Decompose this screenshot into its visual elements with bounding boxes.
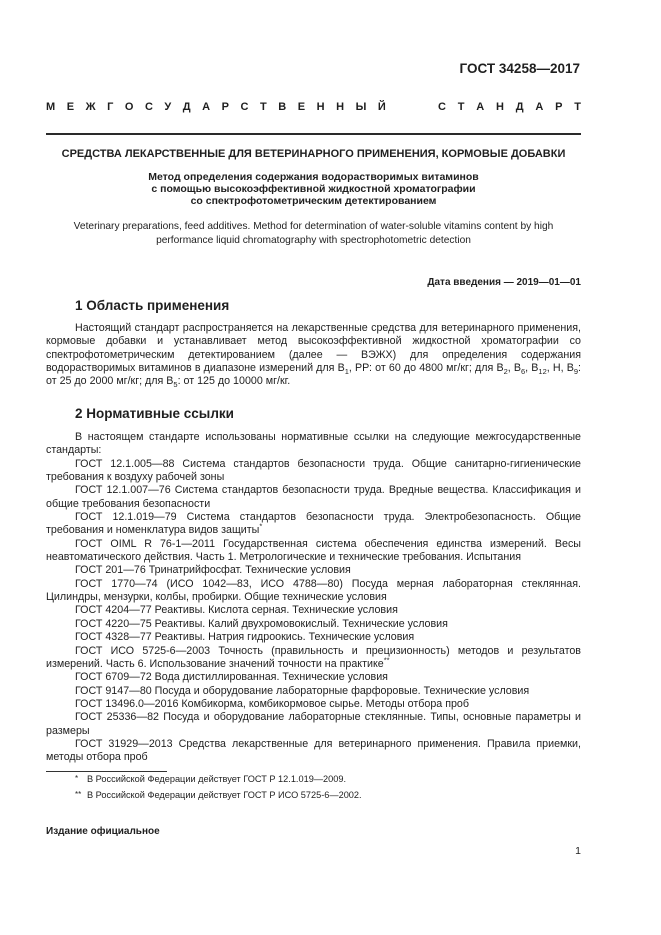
footnote-mark: * (75, 774, 79, 783)
document-subtitle (60, 171, 567, 207)
references-intro: В настоящем стандарте использованы нормативные ссылки на следующие межгосударственные стандарты: (46, 431, 581, 457)
standard-word: С Т А Н Д А Р Т (438, 101, 581, 113)
reference-item: ГОСТ OIML R 76-1—2011 Государственная система обеспечения единства измерений. Весы неавтоматического действия. Часть 1. Метрологические и технические требования. Испытания (46, 537, 581, 564)
footnote-mark: ** (75, 790, 82, 799)
section-1-heading: 1 Область применения (75, 298, 230, 313)
references-list (46, 458, 581, 765)
reference-item: ГОСТ 12.1.005—88 Система стандартов безопасности труда. Общие санитарно-гигиенические требования к воздуху рабочей зоны (46, 457, 581, 484)
section-2-body (46, 431, 581, 765)
footnote-ref-mark: * (259, 521, 263, 531)
reference-item: ГОСТ 4328—77 Реактивы. Натрия гидроокись. Технические условия (75, 631, 415, 644)
interstate-word: М Е Ж Г О С У Д А Р С Т В Е Н Н Ы Й (46, 101, 386, 113)
footnote (75, 790, 362, 800)
reference-item: ГОСТ 4204—77 Реактивы. Кислота серная. Технические условия (75, 604, 398, 617)
section-2-heading: 2 Нормативные ссылки (75, 406, 234, 421)
reference-item: ГОСТ 12.1.019—79 Система стандартов безопасности труда. Электробезопасность. Общие требования и номенклатура видов защиты* (46, 511, 581, 537)
footnote-text: В Российской Федерации действует ГОСТ Р 12.1.019—2009. (87, 774, 346, 784)
introduction-date: Дата введения — 2019—01—01 (427, 277, 581, 288)
subtitle-line: Метод определения содержания водорастворимых витаминов (148, 171, 479, 183)
reference-item: ГОСТ 9147—80 Посуда и оборудование лабораторные фарфоровые. Технические условия (75, 684, 530, 697)
footnote-text: В Российской Федерации действует ГОСТ Р ИСО 5725-6—2002. (87, 790, 362, 800)
document-title: СРЕДСТВА ЛЕКАРСТВЕННЫЕ ДЛЯ ВЕТЕРИНАРНОГО ПРИМЕНЕНИЯ, КОРМОВЫЕ ДОБАВКИ (61, 148, 566, 160)
reference-item: ГОСТ 1770—74 (ИСО 1042—83, ИСО 4788—80) Посуда мерная лабораторная стеклянная. Цилиндры, мензурки, колбы, пробирки. Общие технические условия (46, 577, 581, 604)
english-title: Veterinary preparations, feed additives. Method for determination of water-soluble vitamins content by high performance liquid chromatography with spectrophotometric detection (73, 221, 554, 246)
header-rule (46, 133, 581, 135)
subtitle-line: с помощью высокоэффективной жидкостной хроматографии (151, 183, 476, 195)
reference-item: ГОСТ ИСО 5725-6—2003 Точность (правильность и прецизионность) методов и результатов измерений. Часть 6. Использование значений точности на практике** (46, 644, 581, 670)
document-code: ГОСТ 34258—2017 (459, 61, 580, 76)
page-number: 1 (575, 845, 581, 857)
reference-item: ГОСТ 6709—72 Вода дистиллированная. Технические условия (75, 671, 388, 684)
reference-item: ГОСТ 13496.0—2016 Комбикорма, комбикормовое сырье. Методы отбора проб (75, 697, 470, 710)
subtitle-line: со спектрофотометрическим детектированием (190, 195, 437, 207)
reference-item: ГОСТ 201—76 Тринатрийфосфат. Технические условия (75, 564, 351, 577)
reference-item: ГОСТ 31929—2013 Средства лекарственные для ветеринарного применения. Правила приемки, методы отбора проб (46, 737, 581, 764)
reference-item: ГОСТ 4220—75 Реактивы. Калий двухромовокислый. Технические условия (75, 617, 448, 630)
edition-label: Издание официальное (46, 826, 160, 837)
reference-item: ГОСТ 25336—82 Посуда и оборудование лабораторные стеклянные. Типы, основные параметры и размеры (46, 711, 581, 737)
section-1-body (46, 322, 581, 389)
footnote-rule (46, 771, 167, 772)
reference-item: ГОСТ 12.1.007—76 Система стандартов безопасности труда. Вредные вещества. Классификация и общие требования безопасности (46, 484, 581, 510)
standard-type-heading (46, 101, 581, 113)
scope-paragraph: Настоящий стандарт распространяется на лекарственные средства для ветеринарного применения, кормовые добавки и устанавливает метод высокоэффективной жидкостной хроматографии со спектрофотометрическим детектированием (далее — ВЭЖХ) для определения содержания водорастворимых витаминов в диапазоне измерений для $В_1$, РР: от 60 до 4800 мг/кг; для $В_2$, $В_6$, $В_{12}$, Н, $В_9$: от 25 до 2000 мг/кг; для $В_5$: от 125 до 10000 мг/кг. (46, 322, 581, 390)
footnote (75, 774, 346, 784)
footnote-ref-mark: ** (383, 655, 390, 665)
